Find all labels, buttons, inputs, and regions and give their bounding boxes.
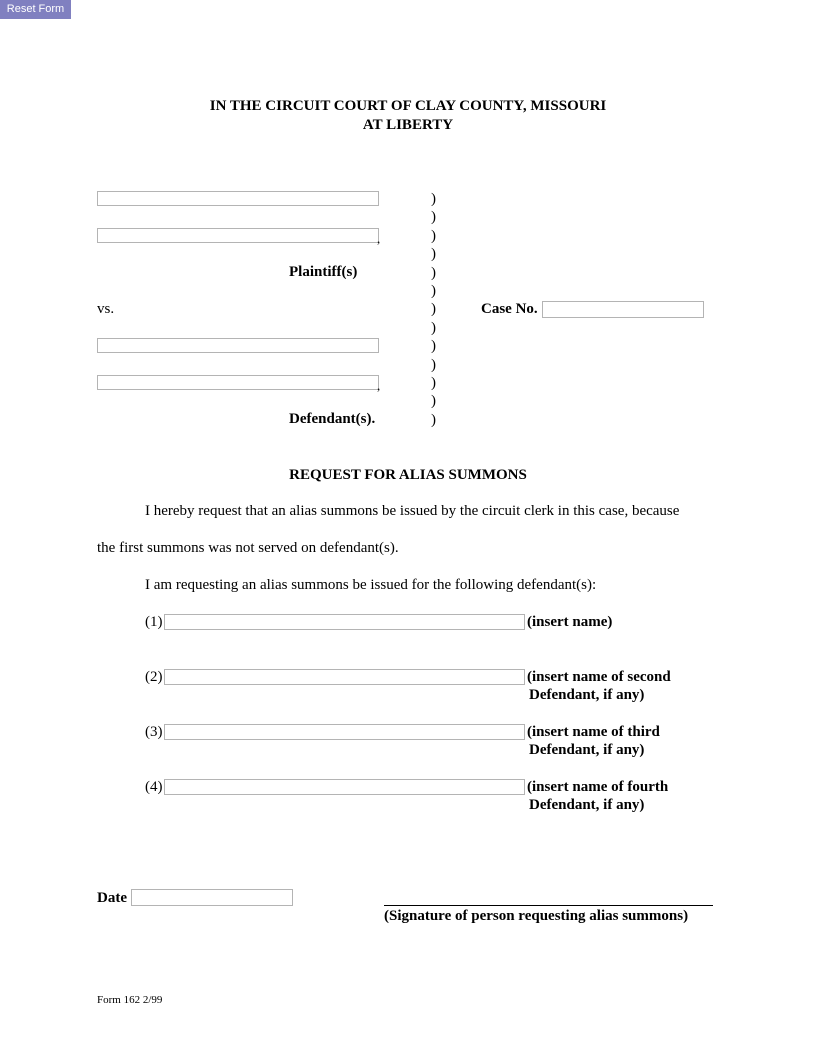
paren: ) bbox=[431, 375, 436, 391]
paren: ) bbox=[431, 412, 436, 428]
defendant-caption-1-input[interactable] bbox=[97, 338, 379, 353]
defendant-hint-line2: Defendant, if any) bbox=[529, 687, 645, 703]
defendant-1-name-input[interactable] bbox=[164, 614, 525, 630]
defendant-hint-line2: Defendant, if any) bbox=[529, 742, 645, 758]
request-paragraph-2: I am requesting an alias summons be issued for the following defendant(s): bbox=[145, 577, 597, 593]
court-title-line2: AT LIBERTY bbox=[362, 117, 454, 133]
defendant-caption-2-input[interactable] bbox=[97, 375, 379, 390]
paren: ) bbox=[431, 357, 436, 373]
paren: ) bbox=[431, 191, 436, 207]
defendant-hint: (insert name) bbox=[527, 614, 613, 630]
defendant-2-name-input[interactable] bbox=[164, 669, 525, 685]
vs-label: vs. bbox=[97, 301, 115, 317]
date-input[interactable] bbox=[131, 889, 293, 906]
paren: ) bbox=[431, 393, 436, 409]
plaintiff-1-input[interactable] bbox=[97, 191, 379, 206]
caption-comma: , bbox=[377, 231, 381, 246]
defendant-number: (4) bbox=[145, 779, 163, 795]
paren: ) bbox=[431, 265, 436, 281]
caption-comma: , bbox=[377, 378, 381, 393]
plaintiff-label: Plaintiff(s) bbox=[289, 264, 358, 280]
plaintiff-2-input[interactable] bbox=[97, 228, 379, 243]
defendant-number: (2) bbox=[145, 669, 163, 685]
reset-form-button[interactable]: Reset Form bbox=[0, 0, 71, 19]
paren: ) bbox=[431, 283, 436, 299]
case-number-input[interactable] bbox=[542, 301, 704, 318]
date-label: Date bbox=[97, 890, 127, 906]
court-title-line1: IN THE CIRCUIT COURT OF CLAY COUNTY, MISSOURI bbox=[209, 98, 607, 114]
request-paragraph-line2: the first summons was not served on defendant(s). bbox=[97, 540, 399, 556]
case-no-label: Case No. bbox=[481, 301, 538, 317]
defendant-hint: (insert name of fourth bbox=[527, 779, 669, 795]
paren: ) bbox=[431, 228, 436, 244]
paren: ) bbox=[431, 301, 436, 317]
defendant-hint: (insert name of third bbox=[527, 724, 660, 740]
paren: ) bbox=[431, 246, 436, 262]
defendant-3-name-input[interactable] bbox=[164, 724, 525, 740]
request-title: REQUEST FOR ALIAS SUMMONS bbox=[289, 467, 527, 483]
defendant-4-name-input[interactable] bbox=[164, 779, 525, 795]
defendant-number: (1) bbox=[145, 614, 163, 630]
defendant-label: Defendant(s). bbox=[289, 411, 376, 427]
defendant-hint: (insert name of second bbox=[527, 669, 671, 685]
signature-line bbox=[384, 905, 713, 906]
defendant-hint-line2: Defendant, if any) bbox=[529, 797, 645, 813]
defendant-number: (3) bbox=[145, 724, 163, 740]
paren: ) bbox=[431, 320, 436, 336]
form-id: Form 162 2/99 bbox=[97, 994, 163, 1006]
signature-caption: (Signature of person requesting alias summons) bbox=[384, 908, 689, 924]
paren: ) bbox=[431, 209, 436, 225]
paren: ) bbox=[431, 338, 436, 354]
request-paragraph-line1: I hereby request that an alias summons be issued by the circuit clerk in this case, because bbox=[145, 503, 680, 519]
